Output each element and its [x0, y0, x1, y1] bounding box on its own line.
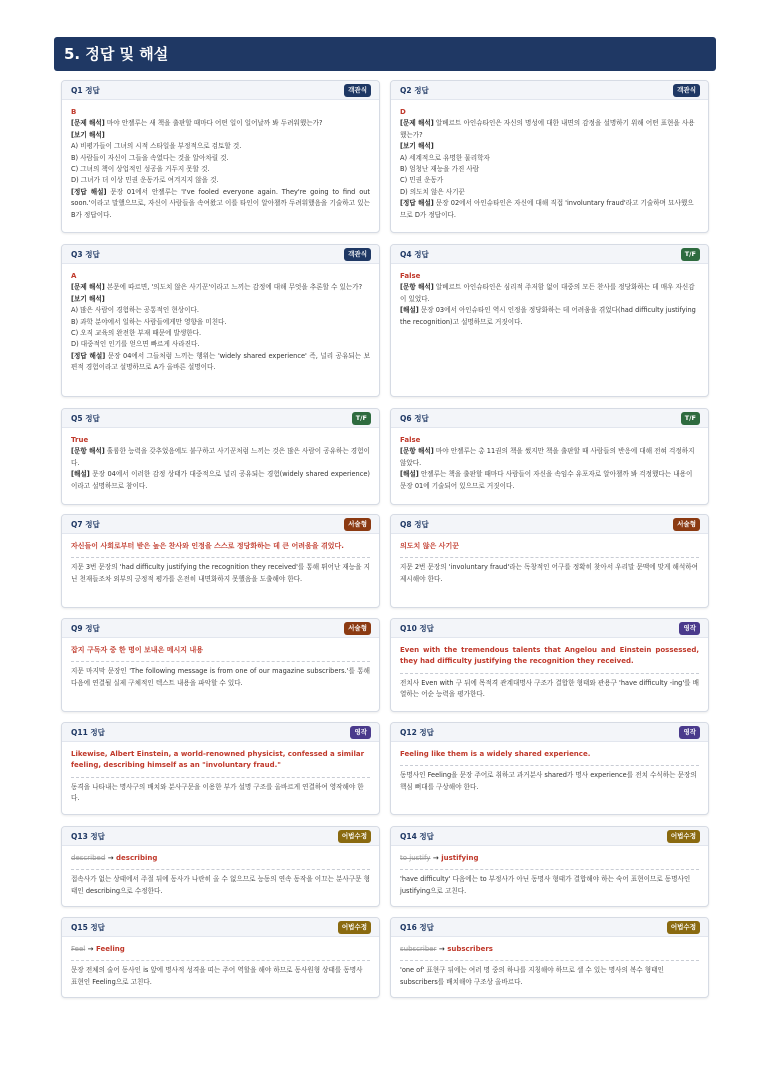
question-title: Q16 정답: [400, 922, 434, 932]
divider: [400, 765, 699, 766]
card-header: [391, 515, 708, 534]
answer-card-q15: [61, 917, 380, 998]
answer-text: A: [71, 272, 77, 280]
explanation-text: 'one of' 표현구 뒤에는 여러 명 중의 하나를 지칭해야 하므로 셀 수 있는 명사의 복수 형태인 subscribers를 배치해야 구조상 올바르다.: [400, 966, 664, 986]
type-badge: T/F: [352, 412, 371, 425]
problem-label: [문항 해석]: [400, 283, 434, 292]
answer-card-q10: [390, 618, 709, 712]
divider: [71, 869, 370, 870]
explanation-label: [정답 해설]: [71, 187, 107, 196]
explanation-text: 전치사 Even with 구 뒤에 목적격 관계대명사 구조가 결합한 형태와 관용구 'have difficulty -ing'를 배열하는 어순 능력을 평가한다.: [400, 678, 699, 699]
type-badge: T/F: [681, 412, 700, 425]
type-badge: 영작: [679, 622, 700, 635]
explanation-text: 문장 02에서 아인슈타인은 자신에 대해 직접 'involuntary fraud'라고 기술하며 묘사했으므로 D가 정답이다.: [400, 199, 694, 219]
answer-card-q14: [390, 826, 709, 907]
card-header: [62, 515, 379, 534]
option-item: B) 과학 분야에서 일하는 사람들에게만 영향을 미친다.: [71, 317, 227, 326]
question-title: Q5 정답: [71, 413, 100, 423]
answer-text: Even with the tremendous talents that Angelou and Einstein possessed, they had difficulty justifying the recognition they received.: [400, 646, 699, 666]
answer-card-q12: [390, 722, 709, 815]
problem-text: 알베르트 아인슈타인은 심리적 주저함 없이 대중의 모든 찬사를 정당화하는 데 매우 자신감이 있었다.: [400, 283, 695, 303]
answer-card-q3: [61, 244, 380, 397]
type-badge: 어법수정: [338, 921, 371, 934]
question-title: Q8 정답: [400, 519, 429, 529]
explanation-text: 지문 3번 문장의 'had difficulty justifying the recognition they received'를 통해 뛰어난 재능을 지닌 천재들조차 외부의 긍정적 평가를 온전히 내면화하지 못했음을 도출해야 한다.: [71, 563, 371, 583]
correct-form: Feeling: [95, 945, 125, 953]
answer-text: True: [71, 436, 89, 444]
problem-text: 마야 안젤루는 총 11권의 책을 썼지만 책을 출판할 때 사람들의 반응에 대해 전혀 걱정하지 않았다.: [400, 447, 695, 467]
explanation-label: [해설]: [400, 306, 419, 315]
answer-card-q6: [390, 408, 709, 505]
explanation-text: 동격을 나타내는 명사구의 배치와 분사구문을 이용한 부가 설명 구조를 올바르게 연결하여 영작해야 한다.: [71, 782, 364, 803]
answer-text: Feeling like them is a widely shared experience.: [400, 750, 591, 758]
problem-label: [문항 해석]: [71, 447, 105, 456]
options-label: [보기 해석]: [71, 130, 105, 139]
option-item: C) 오직 교육의 완전한 부재 때문에 발생한다.: [71, 329, 202, 338]
explanation-text: 지문 마지막 문장인 'The following message is from one of our magazine subscribers.'를 통해 다음에 연결될 실제 구체적인 텍스트 내용을 파악할 수 있다.: [71, 667, 370, 687]
question-title: Q13 정답: [71, 831, 105, 841]
explanation-label: [정답 해설]: [71, 351, 106, 360]
type-badge: 영작: [679, 726, 700, 739]
type-badge: T/F: [681, 248, 700, 261]
question-title: Q12 정답: [400, 727, 434, 737]
card-header: [391, 723, 708, 742]
explanation-text: 접속사가 없는 상태에서 주절 뒤에 동사가 나란히 올 수 없으므로 능동의 연속 동작을 이끄는 분사구문 형태인 describing으로 수정한다.: [71, 875, 370, 895]
type-badge: 객관식: [344, 84, 371, 97]
wrong-form: subscriber: [400, 945, 437, 953]
divider: [71, 960, 370, 961]
option-item: A) 비평가들이 그녀의 시적 스타일을 부정적으로 검토할 것.: [71, 142, 242, 151]
card-header: [391, 409, 708, 428]
question-title: Q11 정답: [71, 727, 105, 737]
card-header: [62, 827, 379, 846]
card-header: [62, 723, 379, 742]
problem-label: [문제 해석]: [71, 119, 105, 128]
question-title: Q3 정답: [71, 249, 100, 259]
card-header: [62, 409, 379, 428]
problem-text: 마야 안젤루는 새 책을 출판할 때마다 어떤 일이 일어날까 봐 두려워했는가?: [104, 119, 323, 128]
question-title: Q6 정답: [400, 413, 429, 423]
type-badge: 서술형: [344, 518, 371, 531]
explanation-label: [정답 해설]: [400, 199, 434, 208]
correct-form: subscribers: [447, 945, 493, 953]
answer-text: 의도치 않은 사기꾼: [400, 542, 459, 550]
option-item: B) 엄청난 재능을 가진 사람: [400, 165, 480, 174]
problem-label: [문항 해석]: [400, 447, 434, 456]
type-badge: 객관식: [344, 248, 371, 261]
explanation-text: 문장 04에서 이러한 감정 상태가 대중적으로 널리 공유되는 경험(widely shared experience)이라고 설명하므로 참이다.: [71, 470, 370, 490]
type-badge: 객관식: [673, 84, 700, 97]
arrow-icon: →: [436, 945, 448, 953]
answer-card-q16: [390, 917, 709, 998]
correct-form: describing: [116, 854, 158, 862]
explanation-text: 문장 전체의 술어 동사인 is 앞에 명사적 성격을 띠는 주어 역할을 해야 하므로 동사원형 상태를 동명사 표현인 Feeling으로 고친다.: [71, 966, 363, 986]
card-header: [391, 918, 708, 937]
problem-label: [문제 해석]: [71, 283, 105, 292]
answer-card-q1: [61, 80, 380, 233]
question-title: Q1 정답: [71, 85, 100, 95]
question-title: Q4 정답: [400, 249, 429, 259]
explanation-text: 안젤루는 책을 출판할 때마다 사람들이 자신을 속임수 유포자로 알아챌까 봐 걱정했다는 내용이 문장 01에 기술되어 있으므로 거짓이다.: [400, 470, 693, 490]
answer-text: D: [400, 108, 406, 116]
arrow-icon: →: [85, 945, 96, 953]
answer-card-q13: [61, 826, 380, 907]
card-header: [391, 827, 708, 846]
type-badge: 서술형: [673, 518, 700, 531]
card-header: [62, 918, 379, 937]
divider: [71, 661, 370, 662]
answer-text: 잡지 구독자 중 한 명이 보내온 메시지 내용: [71, 646, 204, 654]
card-header: [391, 619, 708, 638]
answer-card-q11: [61, 722, 380, 815]
explanation-text: 'have difficulty' 다음에는 to 부정사가 아닌 동명사 형태가 결합해야 하는 숙어 표현이므로 동명사인 justifying으로 고친다.: [400, 875, 691, 895]
divider: [400, 673, 699, 674]
answer-card-q8: [390, 514, 709, 608]
wrong-form: Feel: [71, 945, 86, 953]
type-badge: 어법수정: [667, 830, 700, 843]
type-badge: 영작: [350, 726, 371, 739]
explanation-text: 지문 2번 문장의 'involuntary fraud'라는 독창적인 어구를 정확히 찾아서 우리말 문맥에 맞게 해석하여 제시해야 한다.: [400, 563, 698, 583]
answer-card-q4: [390, 244, 709, 397]
divider: [400, 869, 699, 870]
answer-text: 자신들이 사회로부터 받은 높은 찬사와 인정을 스스로 정당화하는 데 큰 어려움을 겪었다.: [71, 542, 344, 550]
problem-text: 훌륭한 능력을 갖추었음에도 불구하고 사기꾼처럼 느끼는 것은 많은 사람이 공유하는 경험이다.: [71, 447, 370, 467]
problem-label: [문제 해석]: [400, 119, 434, 128]
explanation-text: 문장 04에서 그들처럼 느끼는 행위는 'widely shared experience' 즉, 널리 공유되는 보편적 경험이라고 설명하므로 A가 올바른 설명이다.: [71, 351, 370, 372]
option-item: C) 민권 운동가: [400, 176, 444, 185]
option-item: C) 그녀의 책이 상업적인 성공을 거두지 못할 것.: [71, 165, 210, 174]
option-item: A) 세계적으로 유명한 물리학자: [400, 153, 490, 162]
type-badge: 서술형: [344, 622, 371, 635]
card-header: [62, 81, 379, 100]
answer-card-q5: [61, 408, 380, 505]
card-header: [62, 619, 379, 638]
answer-text: B: [71, 108, 77, 116]
answer-card-q2: [390, 80, 709, 233]
divider: [71, 777, 370, 778]
question-title: Q10 정답: [400, 623, 434, 633]
options-label: [보기 해석]: [71, 294, 105, 303]
divider: [71, 557, 370, 558]
answer-text: False: [400, 436, 421, 444]
correct-form: justifying: [441, 854, 479, 862]
page-title: 5. 정답 및 해설: [54, 37, 716, 71]
option-item: B) 사람들이 자신이 그들을 속였다는 것을 알아차릴 것.: [71, 153, 229, 162]
card-header: [391, 81, 708, 100]
question-title: Q2 정답: [400, 85, 429, 95]
answer-card-q7: [61, 514, 380, 608]
option-item: A) 많은 사람이 경험하는 공통적인 현상이다.: [71, 306, 199, 315]
problem-text: 본문에 따르면, '의도치 않은 사기꾼'이라고 느끼는 감정에 대해 무엇을 추론할 수 있는가?: [104, 283, 363, 292]
explanation-label: [해설]: [400, 470, 419, 479]
problem-text: 알베르트 아인슈타인은 자신의 명성에 대한 내면의 감정을 설명하기 위해 어떤 표현을 사용했는가?: [400, 119, 695, 139]
explanation-label: [해설]: [71, 470, 90, 479]
explanation-text: 문장 03에서 아인슈타인 역시 인정을 정당화하는 데 어려움을 겪었다(had difficulty justifying the recognition)고 설명하므로 거짓이다.: [400, 306, 696, 326]
wrong-form: described: [71, 854, 106, 862]
options-label: [보기 해석]: [400, 142, 434, 151]
card-header: [62, 245, 379, 264]
question-title: Q15 정답: [71, 922, 105, 932]
arrow-icon: →: [105, 854, 117, 862]
explanation-text: 동명사인 Feeling을 문장 주어로 취하고 과거분사 shared가 명사 experience를 전치 수식하는 문장의 핵심 뼈대를 구상해야 한다.: [400, 771, 697, 791]
answer-text: False: [400, 272, 421, 280]
arrow-icon: →: [430, 854, 442, 862]
question-title: Q7 정답: [71, 519, 100, 529]
question-title: Q14 정답: [400, 831, 434, 841]
type-badge: 어법수정: [667, 921, 700, 934]
divider: [400, 960, 699, 961]
question-title: Q9 정답: [71, 623, 100, 633]
wrong-form: to justify: [400, 854, 431, 862]
option-item: D) 대중적인 인기를 얻으면 빠르게 사라진다.: [71, 340, 200, 349]
type-badge: 어법수정: [338, 830, 371, 843]
card-header: [391, 245, 708, 264]
divider: [400, 557, 699, 558]
answer-card-q9: [61, 618, 380, 712]
option-item: D) 의도치 않은 사기꾼: [400, 187, 465, 196]
answer-text: Likewise, Albert Einstein, a world-renowned physicist, confessed a similar feeling, describing himself as an "involuntary fraud.": [71, 750, 365, 770]
explanation-text: 문장 01에서 안젤루는 'I've fooled everyone again. They're going to find out soon.'이라고 말했으므로, 자신이 사람들을 속여왔고 이를 타인이 알아챌까 두려워했음을 기술하고 있는 B가 정답이다.: [71, 187, 370, 219]
option-item: D) 그녀가 더 이상 민권 운동가로 여겨지지 않을 것.: [71, 176, 219, 185]
